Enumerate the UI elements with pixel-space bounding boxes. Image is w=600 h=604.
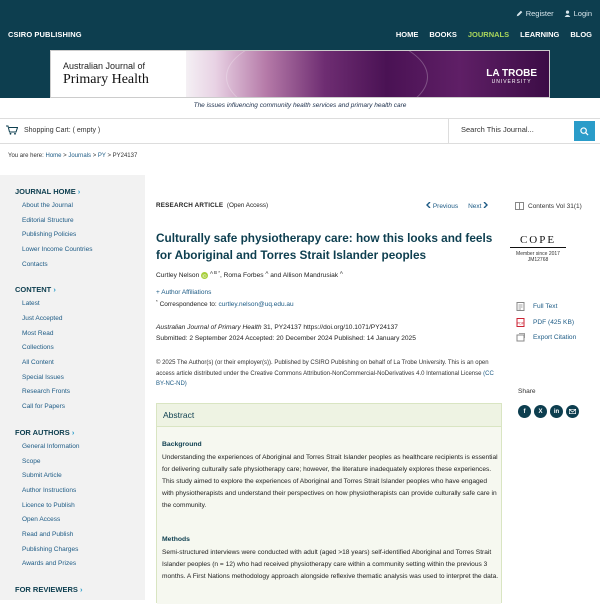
breadcrumb-journals[interactable]: Journals [68, 153, 92, 159]
abstract-background-heading: Background [162, 441, 202, 448]
article-type: RESEARCH ARTICLE (Open Access) [156, 202, 269, 209]
license-text: © 2025 The Author(s) (or their employer(s)). Published by CSIRO Publishing on behalf of La Trobe University. This is an open access article distributed under the Creative Commons Attribution-NonCommercial-NoDerivatives 4.0 International License (CC BY-NC-ND) [156, 360, 494, 387]
search-button[interactable] [574, 121, 595, 141]
latrobe-logo: LA TROBE UNIVERSITY [486, 68, 537, 85]
breadcrumb: You are here: Home > Journals > PY > PY24137 [8, 153, 138, 159]
chevron-right-icon [483, 202, 488, 208]
facebook-icon[interactable]: f [518, 405, 531, 418]
correspondence: * Correspondence to: curtley.nelson@uq.edu.au [156, 299, 294, 309]
sidebar-item-most-read[interactable]: Most Read [22, 330, 54, 337]
sidebar-head-journal-home[interactable]: JOURNAL HOME › [15, 187, 80, 196]
sidebar-head-reviewers[interactable]: FOR REVIEWERS › [15, 585, 83, 594]
pdf-icon [516, 318, 525, 327]
brand-logo[interactable]: CSIRO PUBLISHING [8, 30, 82, 39]
article-pager [426, 202, 488, 210]
export-icon [516, 333, 525, 342]
publication-dates: Submitted: 2 September 2024 Accepted: 20 December 2024 Published: 14 January 2025 [156, 335, 416, 342]
citation-block: Australian Journal of Primary Health 31, PY24137 https://doi.org/10.1071/PY24137 Submitted: 2 September 2024 Accepted: 20 December 2024 Published: 14 January 2025 [156, 324, 416, 342]
abstract-heading: Abstract [163, 410, 195, 420]
next-link[interactable]: Next [468, 202, 488, 210]
share-label: Share [518, 388, 536, 395]
banner-artwork [186, 51, 550, 98]
shopping-cart[interactable]: Shopping Cart: ( empty ) [6, 125, 100, 135]
sidebar-item-instructions[interactable]: Author Instructions [22, 487, 77, 494]
journal-banner[interactable] [50, 50, 550, 98]
sidebar-item-read-publish[interactable]: Read and Publish [22, 531, 74, 538]
abstract-background-text: Understanding the experiences of Aboriginal and Torres Strait Islander peoples as healthcare recipients is essential for delivering culturally safe physiotherapy care; however, the literature inadequately explores these experiences. This study aimed to explore the experiences of Aboriginal and Torres Strait Islander peoples who have engaged with physiotherapists and understand their perspectives on how physiotherapists can provide culturally safe care in the community. [162, 454, 498, 509]
sidebar-item-call-for-papers[interactable]: Call for Papers [22, 403, 65, 410]
top-bar [0, 0, 600, 48]
sidebar-item-latest[interactable]: Latest [22, 300, 40, 307]
breadcrumb-current: PY24137 [112, 153, 138, 159]
sidebar-item-policies[interactable]: Publishing Policies [22, 231, 77, 238]
sidebar-item-editorial[interactable]: Editorial Structure [22, 217, 74, 224]
banner-title-line2: Primary Health [63, 72, 149, 87]
sidebar-item-lower-income[interactable]: Lower Income Countries [22, 246, 93, 253]
linkedin-icon[interactable]: in [550, 405, 563, 418]
contents-volume-link[interactable]: Contents Vol 31(1) [515, 202, 582, 210]
sidebar-head-authors[interactable]: FOR AUTHORS › [15, 428, 74, 437]
main-nav [396, 30, 592, 39]
sidebar-item-just-accepted[interactable]: Just Accepted [22, 315, 63, 322]
full-text-link[interactable]: Full Text [516, 302, 557, 311]
license-link[interactable]: (CC BY-NC-ND) [156, 370, 494, 387]
breadcrumb-py[interactable]: PY [97, 153, 106, 159]
chevron-left-icon [426, 202, 431, 208]
sidebar-item-charges[interactable]: Publishing Charges [22, 546, 79, 553]
sidebar-item-general-info[interactable]: General Information [22, 443, 80, 450]
article-title: Culturally safe physiotherapy care: how this looks and feels for Aboriginal and Torres Strait Islander peoples [156, 231, 493, 262]
breadcrumb-home[interactable]: Home [45, 153, 62, 159]
nav-books[interactable]: BOOKS [429, 30, 457, 39]
nav-blog[interactable]: BLOG [570, 30, 592, 39]
sidebar-head-content[interactable]: CONTENT › [15, 285, 56, 294]
search-icon [580, 127, 589, 136]
svg-text:PDF: PDF [517, 321, 524, 326]
previous-link[interactable]: Previous [426, 202, 458, 210]
pencil-icon [516, 10, 523, 17]
x-twitter-icon[interactable]: X [534, 405, 547, 418]
correspondence-email[interactable]: curtley.nelson@uq.edu.au [218, 301, 294, 309]
book-icon [515, 202, 524, 210]
nav-learning[interactable]: LEARNING [520, 30, 560, 39]
sidebar-item-research-fronts[interactable]: Research Fronts [22, 388, 71, 395]
cart-icon [6, 125, 18, 135]
abstract-panel [156, 403, 502, 603]
abstract-methods-heading: Methods [162, 536, 190, 543]
abstract-methods-text: Semi-structured interviews were conducted with adult (aged >18 years) self-identified Aboriginal and Torres Strait Islander peoples (n = 12) who had received physiotherapy care within a community setting within the previous 3 months. A First Nations methodology approach alongside reflexive thematic analysis was used to interpret the data. [162, 549, 499, 580]
share-buttons [518, 405, 579, 418]
sidebar-item-all-content[interactable]: All Content [22, 359, 54, 366]
sidebar [0, 175, 145, 600]
document-icon [516, 302, 525, 311]
export-citation-link[interactable]: Export Citation [516, 333, 576, 342]
nav-home[interactable]: HOME [395, 30, 419, 39]
banner-title-line1: Australian Journal of [63, 61, 146, 71]
nav-journals[interactable]: JOURNALS [467, 30, 510, 39]
search-input[interactable]: Search This Journal... [448, 119, 574, 143]
sidebar-item-collections[interactable]: Collections [22, 344, 54, 351]
sidebar-item-open-access[interactable]: Open Access [22, 516, 61, 523]
sidebar-item-scope[interactable]: Scope [22, 458, 41, 465]
pdf-link[interactable]: PDF PDF (425 KB) [517, 319, 575, 326]
utility-links [516, 9, 592, 18]
sidebar-item-about[interactable]: About the Journal [22, 202, 73, 209]
cope-badge[interactable]: COPE Member since 2017 JM12768 [510, 234, 566, 278]
sidebar-item-submit[interactable]: Submit Article [22, 472, 62, 479]
register-link[interactable]: Register [516, 9, 554, 18]
author-link[interactable]: Curtley Nelson [156, 272, 200, 280]
email-icon[interactable] [566, 405, 579, 418]
journal-tagline: The issues influencing community health services and primary health care [0, 100, 600, 117]
login-link[interactable]: Login [564, 9, 592, 18]
user-icon [564, 10, 571, 17]
sidebar-item-special-issues[interactable]: Special Issues [22, 374, 64, 381]
sidebar-item-licence[interactable]: Licence to Publish [22, 502, 75, 509]
svg-text:iD: iD [202, 273, 207, 279]
author-affiliations-toggle[interactable]: + Author Affiliations [156, 289, 212, 296]
sidebar-item-awards[interactable]: Awards and Prizes [22, 560, 77, 567]
author-list: Curtley Nelson iD $^{A B *}$, Roma Forbes $^A$ and Allison Mandrusiak $^A$ [156, 270, 343, 280]
cart-search-bar [0, 118, 600, 144]
sidebar-item-contacts[interactable]: Contacts [22, 261, 48, 268]
orcid-icon[interactable] [201, 272, 208, 279]
